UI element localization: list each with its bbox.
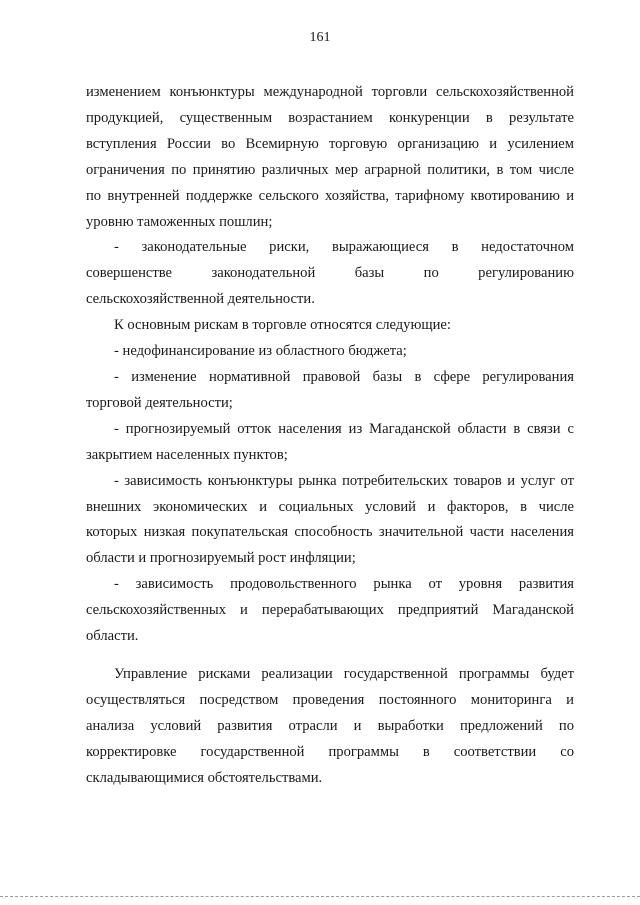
- paragraph: [86, 80, 574, 235]
- text-line: области и прогнозируемый рост инфляции;: [86, 550, 356, 567]
- text-line: - изменение нормативной правовой базы в сфере регулирования: [114, 368, 574, 385]
- text-line: внешних экономических и социальных условий и факторов, в числе: [86, 498, 574, 515]
- text-line: ограничения по принятию различных мер аграрной политики, в том числе: [86, 161, 574, 178]
- text-line: Управление рисками реализации государственной программы будет: [114, 665, 574, 682]
- text-line: сельскохозяйственной деятельности.: [86, 291, 315, 308]
- text-line: области.: [86, 628, 139, 645]
- paragraph: [86, 662, 574, 792]
- text-line: по внутренней поддержке сельского хозяйства, тарифному квотированию и: [86, 187, 574, 204]
- paragraph: [86, 235, 574, 313]
- page-number: 161: [309, 30, 331, 45]
- scan-edge-divider: [0, 896, 640, 897]
- text-line: складывающимися обстоятельствами.: [86, 769, 323, 786]
- text-line: торговой деятельности;: [86, 394, 233, 411]
- paragraph: [86, 469, 574, 573]
- text-line: корректировке государственной программы в соответствии со: [86, 743, 574, 760]
- text-line: К основным рискам в торговле относятся следующие:: [114, 317, 451, 334]
- text-line: которых низкая покупательская способность значительной части населения: [86, 524, 574, 541]
- text-line: изменением конъюнктуры международной торговли сельскохозяйственной: [86, 84, 574, 100]
- body-text: [86, 80, 574, 791]
- paragraph: [86, 572, 574, 650]
- paragraph: [86, 417, 574, 469]
- text-line: совершенстве законодательной базы по регулированию: [86, 265, 574, 282]
- text-line: осуществляться посредством проведения постоянного мониторинга и: [86, 691, 574, 708]
- paragraph: [86, 339, 574, 365]
- paragraph: [86, 313, 574, 339]
- text-line: уровню таможенных пошлин;: [86, 213, 273, 230]
- paragraph: [86, 365, 574, 417]
- text-line: - законодательные риски, выражающиеся в недостаточном: [114, 239, 574, 256]
- text-line: - зависимость конъюнктуры рынка потребительских товаров и услуг от: [114, 472, 574, 489]
- text-line: вступления России во Всемирную торговую организацию и усилением: [86, 135, 574, 152]
- text-line: анализа условий развития отрасли и выработки предложений по: [86, 717, 574, 734]
- text-line: - прогнозируемый отток населения из Магаданской области в связи с: [114, 420, 574, 437]
- text-line: закрытием населенных пунктов;: [86, 446, 288, 463]
- text-line: сельскохозяйственных и перерабатывающих предприятий Магаданской: [86, 602, 574, 619]
- text-line: продукцией, существенным возрастанием конкуренции в результате: [86, 109, 574, 126]
- text-line: - недофинансирование из областного бюджета;: [114, 343, 407, 360]
- text-line: - зависимость продовольственного рынка от уровня развития: [114, 576, 574, 593]
